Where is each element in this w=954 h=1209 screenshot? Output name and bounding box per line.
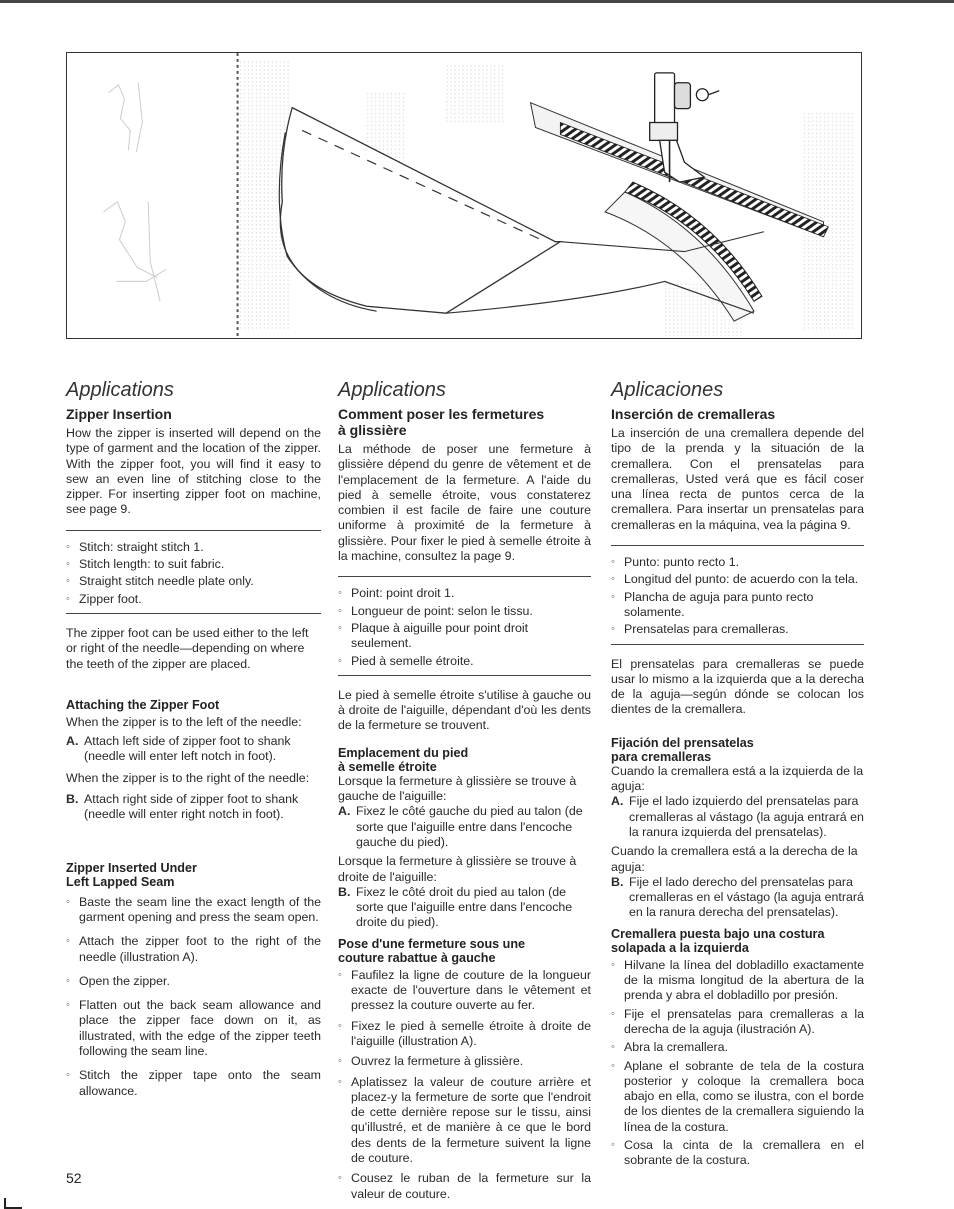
settings-item: ◦ Zipper foot. xyxy=(66,592,321,607)
lapped-title-en-1: Zipper Inserted Under xyxy=(66,860,197,875)
lapped-title-es-2: solapada a la izquierda xyxy=(611,940,749,955)
step-letter: B. xyxy=(66,792,79,807)
attach-title-es-2: para cremalleras xyxy=(611,749,712,764)
step-letter: B. xyxy=(611,874,624,889)
section-title-es: Aplicaciones xyxy=(611,379,724,401)
top-rule xyxy=(0,0,954,3)
list-item: ◦ Cosa la cinta de la cremallera en el sobrante de la costura. xyxy=(611,1138,864,1169)
divider-en-1 xyxy=(66,530,321,531)
step-letter: A. xyxy=(611,794,624,809)
lapped-title-fr-1: Pose d'une fermeture sous une xyxy=(338,936,526,951)
settings-item: ◦ Stitch: straight stitch 1. xyxy=(66,540,321,555)
divider-fr-2 xyxy=(338,675,591,676)
list-item: ◦ Stitch the zipper tape onto the seam allowance. xyxy=(66,1068,321,1099)
divider-fr-1 xyxy=(338,576,591,577)
divider-es-1 xyxy=(611,545,864,546)
lapped-title-es-1: Cremallera puesta bajo una costura xyxy=(611,926,825,941)
intro-en: How the zipper is inserted will depend on the type of garment and the location of the zipper. With the zipper foot, you will find it easy to sew an even line of stitching close to the zipper. For inserting zipper foot on machine, see page 9. xyxy=(66,426,321,517)
step-text: Attach left side of zipper foot to shank (needle will enter left notch in foot). xyxy=(84,734,291,764)
when-left-fr: Lorsque la fermeture à glissière se trouve à gauche de l'aiguille: xyxy=(338,773,577,804)
crop-mark xyxy=(4,1207,22,1209)
step-a-en xyxy=(66,734,321,765)
settings-item: ◦ Pied à semelle étroite. xyxy=(338,654,591,669)
lapped-title-fr-2: couture rabattue à gauche xyxy=(338,950,496,965)
when-left-es: Cuando la cremallera está a la izquierda de la aguja: xyxy=(611,763,864,794)
settings-item: ◦ Longueur de point: selon le tissu. xyxy=(338,604,591,619)
list-item: ◦ Faufilez la ligne de couture de la longueur exacte de l'ouverture dans le vêtement et pressez la couture ouverte au fer. xyxy=(338,968,591,1014)
when-right-es: Cuando la cremallera está a la derecha de la aguja: xyxy=(611,844,858,874)
list-item: ◦ Flatten out the back seam allowance and place the zipper face down on it, as illustrated, with the edge of the zipper teeth following the seam line. xyxy=(66,998,321,1059)
paragraph2-fr: Le pied à semelle étroite s'utilise à gauche ou à droite de l'aiguille, dépendant d'où les dents de la fermeture se trouvent. xyxy=(338,687,591,733)
list-item: ◦ Fixez le pied à semelle étroite à droite de l'aiguille (illustration A). xyxy=(338,1019,591,1050)
zipper-illustration-svg xyxy=(67,53,861,338)
when-right-en: When the zipper is to the right of the needle: xyxy=(66,770,310,785)
attach-title-en: Attaching the Zipper Foot xyxy=(66,697,220,712)
list-item: ◦ Aplatissez la valeur de couture arrière et placez-y la fermeture de sorte que l'endroit de cette dernière repose sur le tissu, ainsi qu'illustré, et de manière à ce que le bord des dents de la fermeture suivent la ligne de couture. xyxy=(338,1075,591,1167)
intro-es: La inserción de una cremallera depende del tipo de la prenda y la situación de la cremallera. Con el prensatelas para cremalleras, Usted verá que es fácil coser una línea recta de puntos cerca de la cremallera. Para insertar un prensatelas para cremalleras en la máquina, vea la página 9. xyxy=(611,426,864,532)
list-item: ◦ Hilvane la línea del dobladillo exactamente de la misma longitud de la abertura de la prenda y abra el dobladillo por presión. xyxy=(611,958,864,1004)
english-column xyxy=(66,378,321,1103)
when-left-en: When the zipper is to the left of the needle: xyxy=(66,714,302,729)
step-a-fr xyxy=(338,804,591,850)
settings-list-fr xyxy=(338,586,591,668)
zipper-illustration xyxy=(66,52,862,339)
title-es: Inserción de cremalleras xyxy=(611,406,776,422)
page-number: 52 xyxy=(66,1170,82,1186)
settings-item: ◦ Point: point droit 1. xyxy=(338,586,591,601)
list-item: ◦ Aplane el sobrante de tela de la costura posterior y coloque la cremallera boca abajo en ella, como se ilustra, con el borde de los dientes de la cremallera siguiendo la línea de la costura. xyxy=(611,1059,864,1135)
divider-es-2 xyxy=(611,644,864,645)
list-item: ◦ Baste the seam line the exact length of the garment opening and press the seam open. xyxy=(66,895,321,926)
settings-item: ◦ Longitud del punto: de acuerdo con la tela. xyxy=(611,572,864,587)
left-foot-sketch xyxy=(104,83,167,301)
step-text: Fixez le côté droit du pied au talon (de sorte que l'aiguille entre dans l'encoche droite du pied). xyxy=(356,884,573,930)
list-item: ◦ Attach the zipper foot to the right of the needle (illustration A). xyxy=(66,934,321,965)
spanish-column xyxy=(611,378,864,1173)
french-column xyxy=(338,378,591,1206)
title-fr-2: à glissière xyxy=(338,422,407,438)
step-letter: A. xyxy=(66,734,79,749)
step-letter: A. xyxy=(338,804,351,819)
settings-item: ◦ Prensatelas para cremalleras. xyxy=(611,622,864,637)
step-text: Fije el lado derecho del prensatelas para cremalleras en el vástago (la aguja entrará en la ranura derecha del prensatelas). xyxy=(629,874,864,920)
section-title-fr: Applications xyxy=(338,379,446,401)
settings-item: ◦ Plancha de aguja para punto recto solamente. xyxy=(611,590,864,621)
attach-title-fr-1: Emplacement du pied xyxy=(338,745,469,760)
step-a-es xyxy=(611,794,864,840)
step-b-es xyxy=(611,875,864,921)
list-item: ◦ Cousez le ruban de la fermeture sur la valeur de couture. xyxy=(338,1171,591,1202)
step-text: Fixez le côté gauche du pied au talon (de sorte que l'aiguille entre dans l'encoche gauche du pied). xyxy=(356,804,583,849)
lapped-title-en-2: Left Lapped Seam xyxy=(66,874,175,889)
settings-list-es xyxy=(611,555,864,637)
when-right-fr: Lorsque la fermeture à glissière se trouve à droite de l'aiguille: xyxy=(338,854,577,884)
attach-title-fr-2: à semelle étroite xyxy=(338,759,437,774)
settings-list-en xyxy=(66,540,321,607)
title-en: Zipper Insertion xyxy=(66,406,172,422)
intro-fr: La méthode de poser une fermeture à glissière dépend du genre de vêtement et de l'emplacement de la fermeture. A l'aide du pied à semelle étroite, vous constaterez combien il est facile de faire une couture uniforme à proximité de la fermeture à glissière. Pour fixer le pied à semelle étroite à la machine, consultez la page 9. xyxy=(338,442,591,564)
step-text: Fije el lado izquierdo del prensatelas para cremalleras al vástago (la aguja entrará en la ranura izquierda del prensatelas). xyxy=(629,794,864,839)
lapped-steps-en xyxy=(66,895,321,1099)
attach-title-es-1: Fijación del prensatelas xyxy=(611,735,754,750)
settings-item: ◦ Straight stitch needle plate only. xyxy=(66,574,321,589)
list-item: ◦ Fije el prensatelas para cremalleras a la derecha de la aguja (ilustración A). xyxy=(611,1007,864,1038)
list-item: ◦ Ouvrez la fermeture à glissière. xyxy=(338,1054,591,1069)
divider-en-2 xyxy=(66,613,321,614)
settings-item: ◦ Punto: punto recto 1. xyxy=(611,555,864,570)
step-letter: B. xyxy=(338,884,351,899)
title-fr-1: Comment poser les fermetures xyxy=(338,406,545,422)
lapped-steps-fr xyxy=(338,968,591,1202)
settings-item: ◦ Stitch length: to suit fabric. xyxy=(66,557,321,572)
settings-item: ◦ Plaque à aiguille pour point droit seulement. xyxy=(338,621,591,652)
section-title-en: Applications xyxy=(66,379,174,401)
step-b-fr xyxy=(338,885,591,931)
list-item: ◦ Abra la cremallera. xyxy=(611,1040,864,1055)
lapped-steps-es xyxy=(611,958,864,1169)
step-b-en xyxy=(66,792,321,823)
step-text: Attach right side of zipper foot to shank (needle will enter right notch in foot). xyxy=(84,792,299,822)
list-item: ◦ Open the zipper. xyxy=(66,974,321,989)
paragraph2-en: The zipper foot can be used either to the left or right of the needle—depending on where the teeth of the zipper are placed. xyxy=(66,625,309,671)
paragraph2-es: El prensatelas para cremalleras se puede usar lo mismo a la izquierda que a la derecha de la aguja—según dónde se colocan los dientes de la cremallera. xyxy=(611,656,864,717)
fabric-piece xyxy=(280,108,560,314)
